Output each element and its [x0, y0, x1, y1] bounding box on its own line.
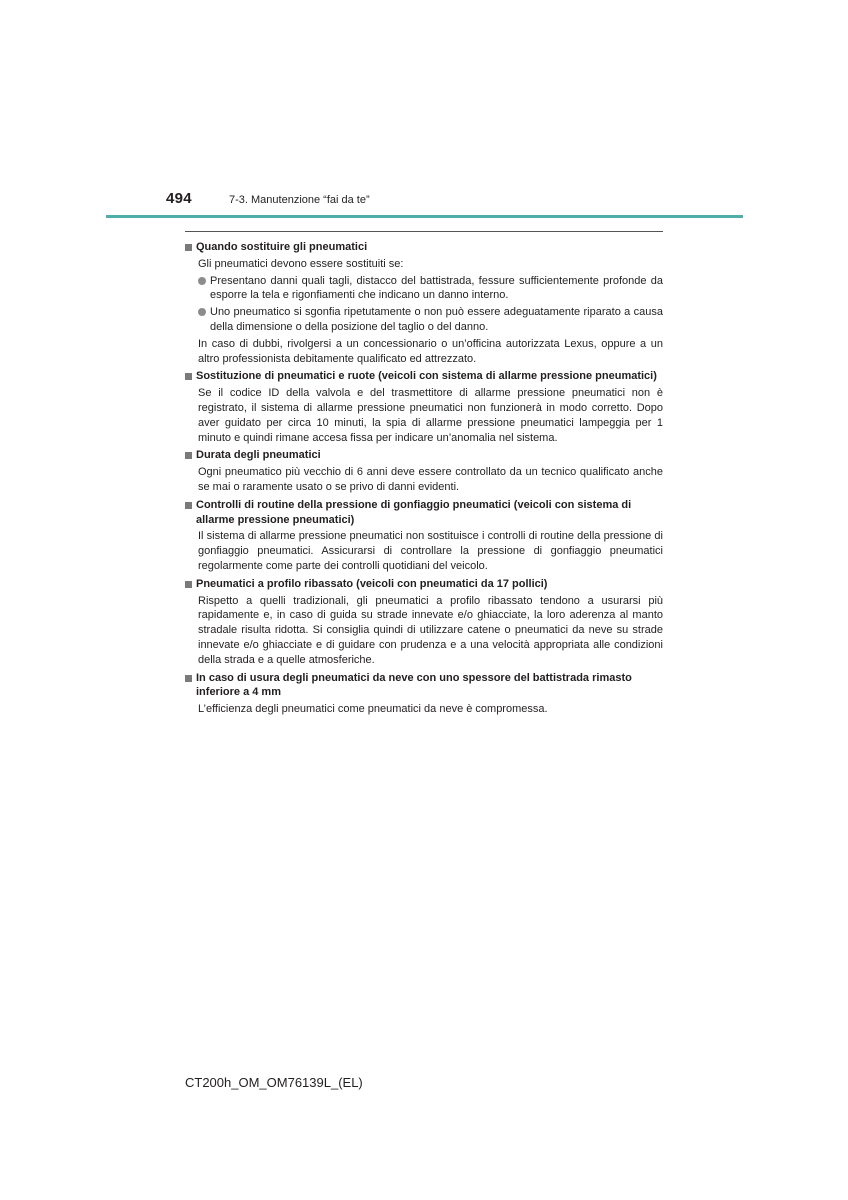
section-paragraph: L’efficienza degli pneumatici come pneumatici da neve è compromessa.	[198, 703, 548, 716]
content-body	[185, 237, 663, 719]
section-heading	[185, 577, 663, 592]
section-title: 7-3. Manutenzione “fai da te”	[229, 194, 370, 206]
header-rule	[106, 215, 743, 218]
section-paragraph: Gli pneumatici devono essere sostituiti se:	[198, 257, 404, 270]
section-routine-pressure-checks	[185, 498, 663, 574]
circle-bullet-icon	[198, 277, 206, 285]
content-top-rule	[185, 231, 663, 232]
section-when-to-replace	[185, 240, 663, 366]
footer-document-code: CT200h_OM_OM76139L_(EL)	[185, 1075, 363, 1090]
section-heading	[185, 369, 663, 384]
square-bullet-icon	[185, 244, 192, 251]
section-heading-text: Sostituzione di pneumatici e ruote (veicoli con sistema di allarme pressione pneumatici)	[196, 370, 657, 383]
square-bullet-icon	[185, 675, 192, 682]
section-heading	[185, 498, 663, 528]
square-bullet-icon	[185, 581, 192, 588]
section-tire-wheel-replacement	[185, 369, 663, 445]
section-heading	[185, 448, 663, 463]
square-bullet-icon	[185, 373, 192, 380]
square-bullet-icon	[185, 452, 192, 459]
section-paragraph: Ogni pneumatico più vecchio di 6 anni deve essere controllato da un tecnico qualificato anche se mai o raramente usato o se privo di danni evidenti.	[198, 466, 663, 493]
bullet-text: Presentano danni quali tagli, distacco del battistrada, fessure sufficientemente profonde da esporre la tela e rigonfiamenti che indicano un danno interno.	[210, 274, 663, 302]
section-low-profile-tires	[185, 577, 663, 668]
section-heading-text: Quando sostituire gli pneumatici	[196, 241, 368, 253]
square-bullet-icon	[185, 502, 192, 509]
section-heading-text: In caso di usura degli pneumatici da neve con uno spessore del battistrada rimasto inferiore a 4 mm	[196, 671, 632, 699]
section-paragraph: In caso di dubbi, rivolgersi a un concessionario o un’officina autorizzata Lexus, oppure a un altro professionista debitamente qualificato ed attrezzato.	[198, 337, 663, 365]
section-heading-text: Pneumatici a profilo ribassato (veicoli con pneumatici da 17 pollici)	[196, 577, 548, 590]
section-paragraph: Il sistema di allarme pressione pneumatici non sostituisce i controlli di routine della pressione di gonfiaggio pneumatici. Assicurarsi di controllare la pressione di gonfiaggio pneumatici regolarmente come parte dei controlli quotidiani del veicolo.	[198, 530, 663, 572]
section-paragraph: Rispetto a quelli tradizionali, gli pneumatici a profilo ribassato tendono a usurarsi più rapidamente e, in caso di guida su strade innevate e/o ghiacciate, la loro aderenza al manto stradale risulta ridotta. Si consiglia quindi di utilizzare catene o pneumatici da neve su strade innevate e/o ghiacciate e di guidare con prudenza e a una velocità appropriata alle condizioni della strada e a quelle atmosferiche.	[198, 594, 663, 666]
bullet-text: Uno pneumatico si sgonfia ripetutamente o non può essere adeguatamente riparato a causa della dimensione o della posizione del taglio o del danno.	[210, 306, 663, 333]
bullet-item	[198, 274, 663, 304]
section-paragraph: Se il codice ID della valvola e del trasmettitore di allarme pressione pneumatici non è registrato, il sistema di allarme pressione pneumatici non funzionerà in modo corretto. Dopo aver guidato per circa 10 minuti, la spia di allarme pressione pneumatici lampeggia per 1 minuto e quindi rimane accesa fissa per indicare un’anomalia nel sistema.	[198, 387, 663, 444]
section-heading-text: Controlli di routine della pressione di gonfiaggio pneumatici (veicoli con sistema di allarme pressione pneumatici)	[196, 498, 632, 526]
bullet-item	[198, 305, 663, 335]
section-heading	[185, 671, 663, 701]
section-heading	[185, 240, 663, 255]
circle-bullet-icon	[198, 308, 206, 316]
page-number: 494	[166, 190, 192, 207]
section-tire-lifespan	[185, 448, 663, 494]
section-heading-text: Durata degli pneumatici	[196, 449, 321, 462]
section-snow-tire-wear	[185, 671, 663, 717]
